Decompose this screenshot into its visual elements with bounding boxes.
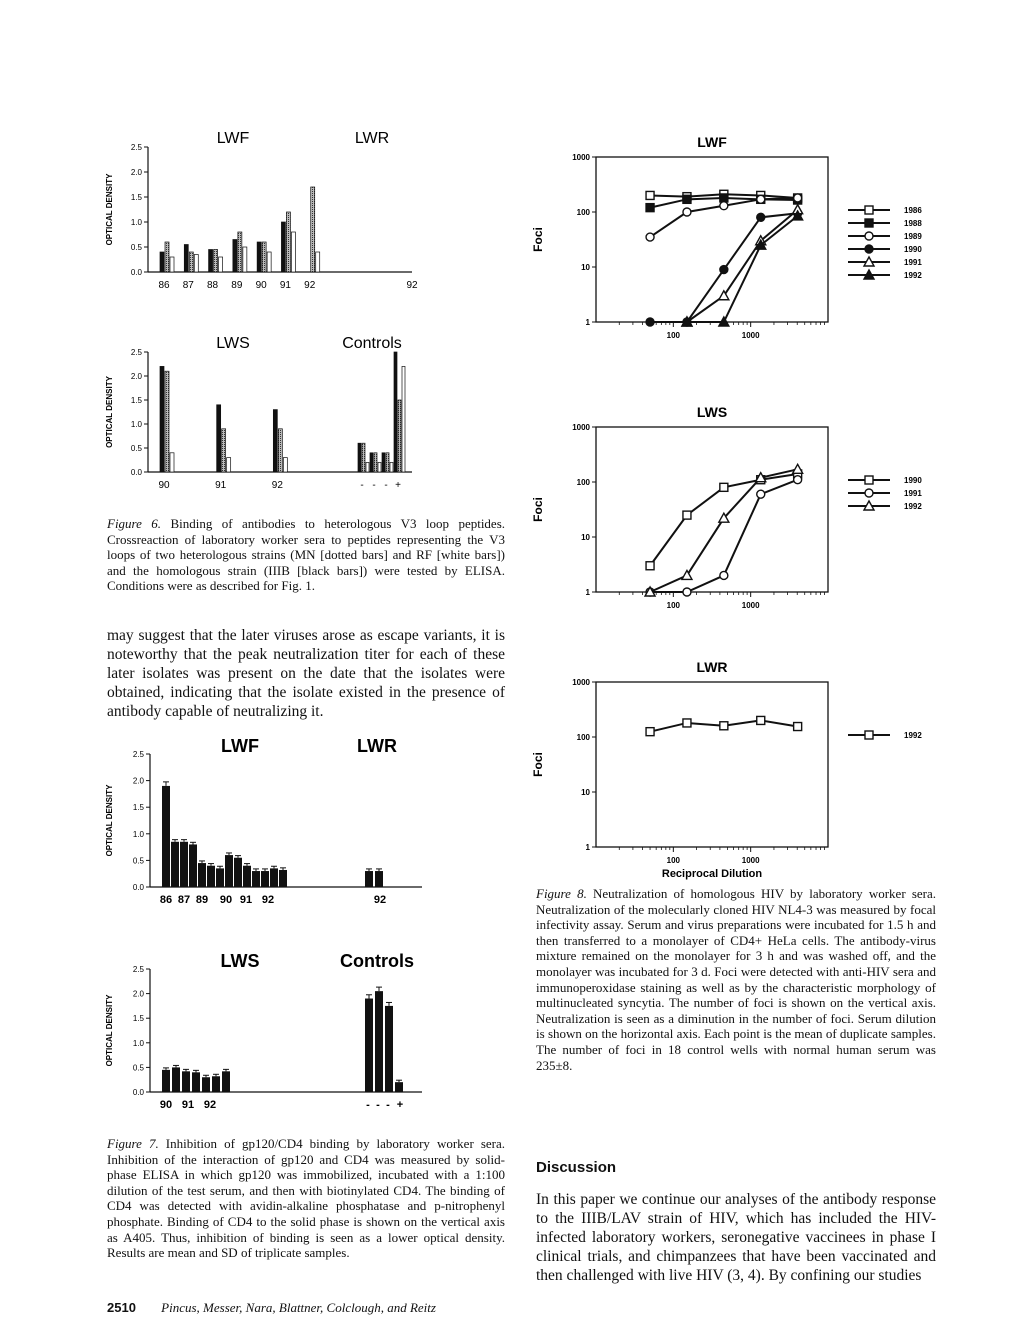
bar	[394, 352, 397, 472]
x-tick-label: 92	[261, 894, 275, 906]
x-tick-label: 100	[666, 331, 681, 340]
bar	[365, 999, 373, 1092]
bar	[192, 1072, 200, 1092]
running-authors: Pincus, Messer, Nara, Blattner, Colclough, and Reitz	[161, 1300, 436, 1315]
data-point	[720, 266, 728, 274]
y-tick-label: 100	[576, 733, 590, 742]
legend-label: 1990	[904, 476, 922, 485]
bar	[207, 866, 215, 887]
fig7-caption-text: Inhibition of gp120/CD4 binding by laboratory worker sera. Inhibition of the interaction of gp120 and CD4 was measured by solid-phase ELISA in which gp120 was immobilized, incubated with a 1:100 dilution of the test serum, and then with biotinylated CD4. The binding of CD4 was detected with avidin-alkaline phosphatase and p-nitrophenyl phosphate. Binding of CD4 to the solid phase is shown on the vertical axis as A405. Thus, inhibition of binding is seen as a lower optical density. Results are mean and SD of triplicate samples.	[107, 1136, 505, 1261]
x-tick-label: 90	[159, 1099, 173, 1111]
bar	[212, 1076, 220, 1092]
bar	[234, 858, 242, 887]
x-axis-label: Reciprocal Dilution	[661, 868, 763, 880]
fig6-top-chart	[100, 125, 420, 310]
bar	[390, 462, 393, 472]
x-tick-label: +	[395, 480, 401, 491]
bar	[189, 252, 193, 272]
y-tick-label: 2.5	[130, 348, 142, 357]
bar	[170, 257, 174, 272]
data-point	[720, 722, 728, 730]
plot-frame	[596, 157, 828, 322]
x-tick-label: 1000	[741, 601, 760, 610]
y-tick-label: 1	[585, 588, 590, 597]
x-tick-label: +	[396, 1099, 404, 1111]
data-point	[683, 208, 691, 216]
panel-title: LWR	[354, 130, 390, 147]
x-tick-label: 90	[255, 280, 267, 291]
y-tick-label: 2.5	[130, 143, 142, 152]
y-tick-label: 2.0	[130, 372, 142, 381]
bar	[243, 866, 251, 887]
data-point	[865, 476, 873, 484]
y-tick-label: 1.5	[130, 193, 142, 202]
bar	[279, 870, 287, 887]
x-tick-label: -	[386, 1099, 390, 1111]
y-tick-label: 0.5	[132, 856, 144, 866]
data-point	[683, 719, 691, 727]
bar	[202, 1077, 210, 1092]
legend-label: 1992	[904, 731, 922, 740]
bar	[286, 212, 290, 272]
data-point	[646, 233, 654, 241]
plot-frame	[596, 682, 828, 847]
x-tick-label: 1000	[741, 856, 760, 865]
legend-label: 1989	[904, 232, 922, 241]
y-axis-label: Foci	[531, 752, 545, 777]
bar	[402, 366, 405, 472]
bar	[398, 400, 401, 472]
bar	[184, 245, 188, 273]
fig6-caption	[107, 516, 505, 594]
bar	[233, 240, 237, 273]
y-tick-label: 1000	[572, 423, 590, 432]
data-point	[720, 194, 728, 202]
bar	[160, 252, 164, 272]
panel-title: LWF	[216, 130, 250, 147]
y-axis-label: OPTICAL DENSITY	[105, 173, 114, 246]
bar	[243, 247, 247, 272]
bar	[182, 1071, 190, 1092]
y-tick-label: 1.0	[130, 420, 142, 429]
x-tick-label: 100	[666, 856, 681, 865]
data-point	[757, 213, 765, 221]
y-tick-label: 2.0	[132, 989, 144, 999]
x-tick-label: 91	[215, 480, 227, 491]
bar	[189, 844, 197, 887]
x-tick-label: 87	[182, 280, 194, 291]
y-axis-label: OPTICAL DENSITY	[105, 994, 114, 1067]
bar	[375, 991, 383, 1092]
legend-label: 1992	[904, 502, 922, 511]
data-point	[683, 195, 691, 203]
bar	[180, 842, 188, 887]
bar	[281, 222, 285, 272]
bar	[386, 453, 389, 472]
data-point	[646, 728, 654, 736]
bar	[171, 842, 179, 887]
data-point	[865, 731, 873, 739]
fig8-caption-text: Neutralization of homologous HIV by laboratory worker sera. Neutralization of the molecularly cloned HIV NL4-3 was measured by focal infectivity assay. Serum and virus preparations were incubated for 1.5 h and then transferred to a monolayer of CD4+ HeLa cells. The antibody-virus mixture remained on the monolayer for 3 h and was washed off, and the monolayer was incubated for 3 d. Foci were detected with anti-HIV sera and immunoperoxidase staining as well as by the characteristic morphology of multinucleated syncytia. The number of foci is shown on the vertical axis. Neutralization is seen as a diminution in the number of foci. Serum dilution is shown on the horizontal axis. Each point is the mean of duplicate samples. The number of foci in 18 control wells with normal human serum was 235±8.	[536, 886, 936, 1073]
fig8-lwr-chart	[520, 650, 950, 885]
data-point	[757, 490, 765, 498]
x-tick-label: 92	[203, 1099, 217, 1111]
bar	[283, 458, 287, 472]
y-tick-label: 0.5	[130, 243, 142, 252]
legend-label: 1992	[904, 271, 922, 280]
data-point	[865, 219, 873, 227]
x-tick-label: 91	[239, 894, 253, 906]
x-tick-label: 90	[158, 480, 170, 491]
fig7-caption-label: Figure 7.	[107, 1136, 159, 1151]
legend-label: 1991	[904, 258, 922, 267]
y-tick-label: 1.0	[132, 829, 144, 839]
bar	[270, 868, 278, 887]
data-point	[865, 206, 873, 214]
bar	[227, 458, 231, 472]
bar	[385, 1006, 393, 1092]
data-point	[720, 202, 728, 210]
panel-title: Controls	[342, 335, 402, 352]
bar	[262, 242, 266, 272]
y-tick-label: 10	[581, 263, 590, 272]
bar	[219, 257, 223, 272]
y-tick-label: 0.0	[132, 1088, 144, 1097]
x-tick-label: 92	[406, 280, 418, 291]
bar	[194, 255, 198, 273]
x-tick-label: 92	[373, 894, 387, 906]
x-tick-label: -	[372, 480, 376, 491]
fig7-top-chart	[100, 730, 430, 925]
x-tick-label: 92	[271, 480, 283, 491]
y-axis-label: OPTICAL DENSITY	[105, 376, 114, 448]
x-tick-label: 86	[158, 280, 170, 291]
bar	[374, 453, 377, 472]
bar	[165, 371, 169, 472]
y-tick-label: 0.5	[130, 444, 142, 453]
data-point	[646, 204, 654, 212]
x-tick-label: 91	[279, 280, 291, 291]
data-point	[757, 195, 765, 203]
plot-frame	[596, 427, 828, 592]
y-tick-label: 0.0	[130, 268, 142, 277]
bar	[162, 786, 170, 887]
bar	[395, 1082, 403, 1092]
data-point	[794, 194, 802, 202]
y-tick-label: 2.0	[130, 168, 142, 177]
fig7-bottom-chart	[100, 945, 430, 1130]
y-tick-label: 0.0	[132, 883, 144, 892]
x-tick-label: -	[360, 480, 364, 491]
legend-label: 1986	[904, 206, 922, 215]
bar	[370, 453, 373, 472]
y-tick-label: 2.0	[132, 776, 144, 786]
bar	[257, 242, 261, 272]
data-point	[646, 318, 654, 326]
data-point	[793, 464, 803, 473]
bar	[238, 232, 242, 272]
bar	[214, 250, 218, 273]
y-tick-label: 2.5	[132, 965, 144, 974]
bar	[217, 405, 221, 472]
bar	[316, 252, 320, 272]
fig8-lws-chart	[520, 395, 950, 615]
y-tick-label: 0.0	[130, 468, 142, 477]
x-tick-label: 90	[219, 894, 233, 906]
data-point	[865, 489, 873, 497]
panel-title: Controls	[340, 951, 414, 971]
bar	[165, 242, 169, 272]
chart-title: LWS	[696, 404, 728, 420]
bar	[273, 410, 277, 472]
x-tick-label: -	[376, 1099, 380, 1111]
series-line	[687, 210, 798, 322]
y-tick-label: 1000	[572, 153, 590, 162]
y-axis-label: Foci	[531, 227, 545, 252]
page-number: 2510	[107, 1300, 136, 1315]
fig6-caption-text: Binding of antibodies to heterologous V3 loop peptides. Crossreaction of laboratory worker sera to peptides representing the V3 loops of two heterologous strains (MN [dotted bars] and RF [white bars]) and the homologous strain (IIIB [black bars]) were tested by ELISA. Conditions were as described for Fig. 1.	[107, 516, 506, 594]
bar	[225, 855, 233, 887]
x-tick-label: 100	[666, 601, 681, 610]
chart-title: LWR	[696, 659, 728, 675]
y-axis-label: Foci	[531, 497, 545, 522]
y-axis-label: OPTICAL DENSITY	[105, 784, 114, 857]
y-tick-label: 1000	[572, 678, 590, 687]
panel-title: LWS	[216, 335, 250, 352]
y-tick-label: 1.0	[132, 1038, 144, 1048]
data-point	[720, 483, 728, 491]
data-point	[865, 245, 873, 253]
data-point	[794, 723, 802, 731]
bar	[222, 1071, 230, 1092]
bar	[362, 443, 365, 472]
x-tick-label: 88	[207, 280, 219, 291]
x-tick-label: 87	[177, 894, 191, 906]
fig8-caption	[536, 886, 936, 1073]
body-paragraph: may suggest that the later viruses arose as escape variants, it is noteworthy that the peak neutralization titer for each of these later isolates was present on the date that the isolates were obtained, indicating that the isolate existed in the presence of antibody capable of neutralizing it.	[107, 627, 505, 720]
bar	[365, 871, 373, 887]
bar	[198, 863, 206, 887]
bar	[162, 1070, 170, 1092]
y-tick-label: 1	[585, 318, 590, 327]
x-tick-label: 92	[304, 280, 316, 291]
data-point	[646, 191, 654, 199]
fig6-bottom-chart	[100, 330, 420, 510]
y-tick-label: 100	[576, 208, 590, 217]
bar	[358, 443, 361, 472]
bar	[366, 462, 369, 472]
y-tick-label: 1.5	[130, 396, 142, 405]
y-tick-label: 10	[581, 788, 590, 797]
x-tick-label: -	[384, 480, 388, 491]
bar	[261, 871, 269, 887]
data-point	[720, 571, 728, 579]
y-tick-label: 100	[576, 478, 590, 487]
bar	[172, 1067, 180, 1092]
y-tick-label: 2.5	[132, 750, 144, 759]
bar	[170, 453, 174, 472]
x-tick-label: -	[366, 1099, 370, 1111]
x-tick-label: 1000	[741, 331, 760, 340]
bar	[375, 871, 383, 887]
data-point	[683, 511, 691, 519]
data-point	[683, 588, 691, 596]
data-point	[794, 476, 802, 484]
data-point	[757, 716, 765, 724]
bar	[267, 252, 271, 272]
bar	[311, 187, 315, 272]
x-tick-label: 86	[159, 894, 173, 906]
y-tick-label: 1.0	[130, 218, 142, 227]
bar	[252, 871, 260, 887]
y-tick-label: 1.5	[132, 803, 144, 813]
y-tick-label: 1.5	[132, 1014, 144, 1024]
x-tick-label: 91	[181, 1099, 195, 1111]
panel-title: LWS	[220, 951, 260, 971]
bar	[382, 453, 385, 472]
data-point	[646, 562, 654, 570]
discussion-heading: Discussion	[536, 1159, 617, 1176]
x-tick-label: 89	[231, 280, 243, 291]
page-footer	[107, 1300, 436, 1316]
fig6-caption-label: Figure 6.	[107, 516, 162, 531]
legend-label: 1990	[904, 245, 922, 254]
x-tick-label: 89	[195, 894, 209, 906]
bar	[216, 868, 224, 887]
panel-title: LWR	[357, 736, 397, 756]
bar	[222, 429, 226, 472]
bar	[160, 366, 164, 472]
bar	[378, 462, 381, 472]
legend-label: 1988	[904, 219, 922, 228]
chart-title: LWF	[697, 134, 727, 150]
bar	[209, 250, 213, 273]
discussion-text: In this paper we continue our analyses of the antibody response to the IIIB/LAV strain of HIV, which has included the HIV-infected laboratory workers, seronegative vaccinees in phase I clinical trials, and chimpanzees that have been vaccinated and then challenged with live HIV (3, 4). By confining our studies	[536, 1191, 936, 1284]
data-point	[865, 232, 873, 240]
bar	[278, 429, 282, 472]
y-tick-label: 0.5	[132, 1063, 144, 1073]
legend-label: 1991	[904, 489, 922, 498]
fig8-caption-label: Figure 8.	[536, 886, 587, 901]
fig7-caption	[107, 1136, 505, 1261]
bar	[291, 232, 295, 272]
fig8-lwf-chart	[520, 125, 950, 345]
y-tick-label: 10	[581, 533, 590, 542]
y-tick-label: 1	[585, 843, 590, 852]
panel-title: LWF	[221, 736, 259, 756]
